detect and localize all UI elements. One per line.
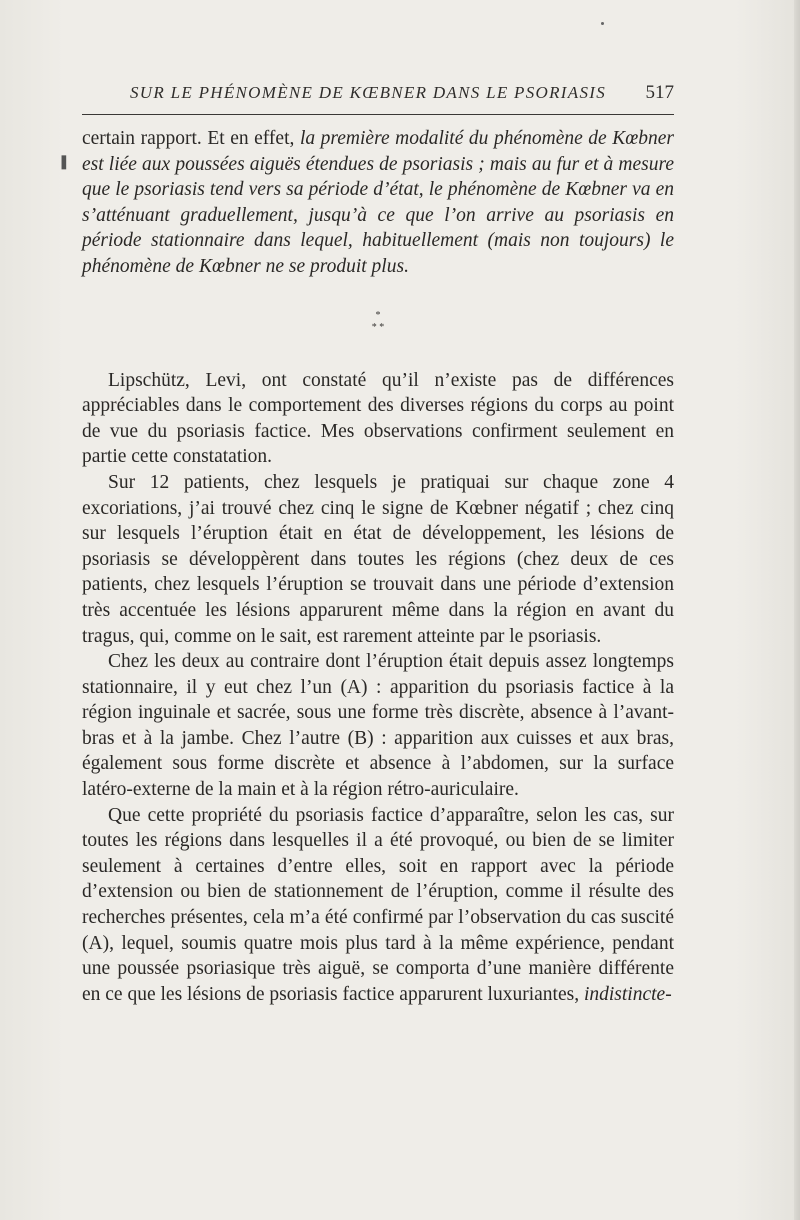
page-header (82, 83, 674, 111)
margin-mark: ❚ (58, 154, 70, 170)
running-title: SUR LE PHÉNOMÈNE DE KŒBNER DANS LE PSORIASIS (130, 83, 607, 102)
header-rule (82, 114, 674, 115)
section-separator (82, 310, 674, 334)
opening-italic-text: la première modalité du phénomène de Kœbner est liée aux poussées aiguës étendues de psoriasis ; mais au fur et à mesure que le psoriasis tend vers sa période d’état, le phénomène de Kœbner va en s’atténuant graduellement, jusqu’à ce que l’on arrive au psoriasis en période stationnaire dans lequel, habituellement (mais non toujours) le phénomène de Kœbner ne se produit plus. (82, 128, 675, 277)
paragraph-patients: Sur 12 patients, chez lesquels je pratiquai sur chaque zone 4 excoriations, j’ai trouvé chez cinq le signe de Kœbner négatif ; chez cinq sur lesquels l’éruption était en état de développement, les lésions de psoriasis se développèrent dans toutes les régions (chez deux de ces patients, chez lesquels l’éruption se trouvait dans une période d’extension très accentuée les lésions apparurent même dans la région en avant du tragus, qui, comme on le sait, est rarement atteinte par le psoriasis. (82, 471, 674, 647)
separator-top-asterisk: * (375, 309, 381, 321)
paragraph-lipschutz: Lipschütz, Levi, ont constaté qu’il n’existe pas de différences appréciables dans le comportement des diverses régions du corps au point de vue du psoriasis factice. Mes observations confirment seulement en partie cette constatation. (82, 369, 674, 468)
opening-text: certain rapport. Et en effet, (82, 128, 295, 149)
body-text (82, 126, 674, 1007)
property-italic-text: indistincte- (583, 983, 672, 1005)
separator-bottom-asterisks: * * (371, 321, 385, 333)
page-edge-shadow (794, 0, 800, 1220)
paragraph-stationary: Chez les deux au contraire dont l’éruption était depuis assez longtemps stationnaire, il y eut chez l’un (A) : apparition du psoriasis factice à la région inguinale et sacrée, sous une forme très discrète, absence à l’avant-bras et à la jambe. Chez l’autre (B) : apparition aux cuisses et aux bras, également sous forme discrète et absence à l’abdomen, sur la surface latéro-externe de la main et à la région rétro-auriculaire. (82, 651, 674, 801)
property-text: Que cette propriété du psoriasis factice d’apparaître, selon les cas, sur toutes les régions dans lesquelles il a été provoqué, ou bien de se limiter seulement à certaines d’entre elles, soit en rapport avec la période d’extension ou bien de stationnement de l’éruption, comme il résulte des recherches présentes, cela m’a été confirmé par l’observation du cas suscité (A), lequel, soumis quatre mois plus tard à la même expérience, pendant une poussée psoriasique très aiguë, se comporta d’une manière différente en ce que les lésions de psoriasis factice apparurent luxuriantes, (82, 804, 674, 1005)
opening-paragraph (82, 126, 674, 280)
paragraph-property (82, 803, 674, 1008)
page-number: 517 (645, 82, 674, 103)
paper-speck (601, 22, 604, 25)
